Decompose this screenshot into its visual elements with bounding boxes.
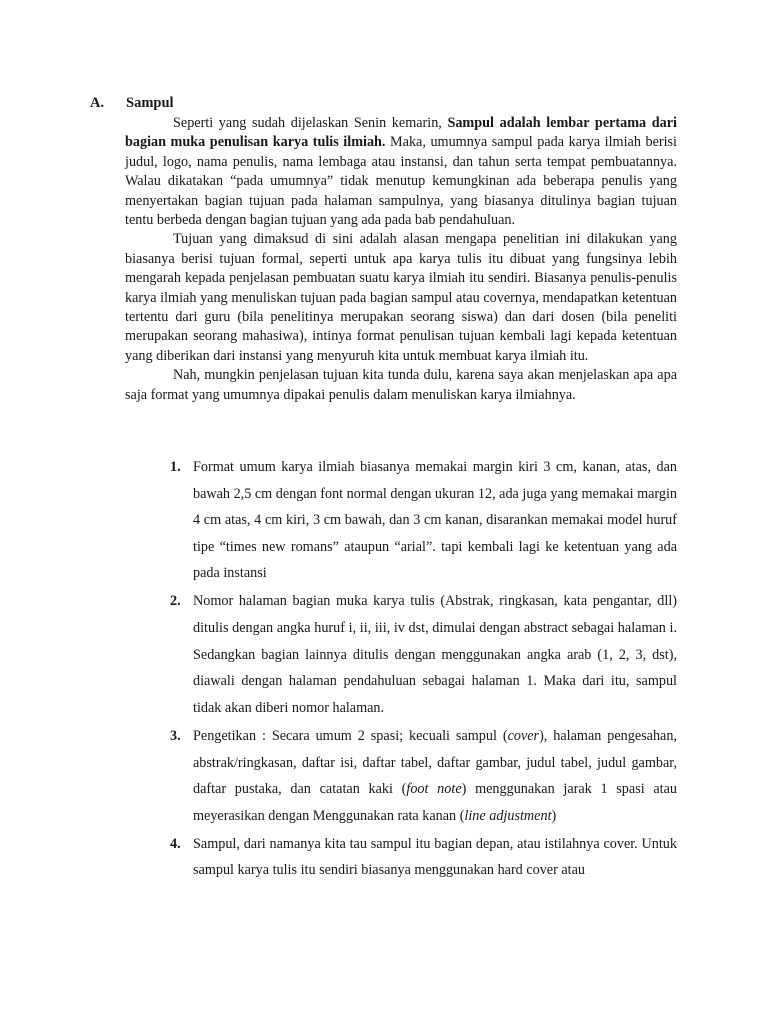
- body-text: [125, 114, 677, 405]
- italic-term: foot note: [406, 781, 462, 798]
- list-item-text: Sampul, dari namanya kita tau sampul itu bagian depan, atau istilahnya cover. Untuk sampul karya tulis itu sendiri biasanya menggunakan hard cover atau: [193, 835, 677, 879]
- paragraph-1-bold: Sampul adalah lembar pertama dari bagian muka penulisan karya tulis ilmiah.: [125, 115, 677, 151]
- paragraph-1-rest: Maka, umumnya sampul pada karya ilmiah berisi judul, logo, nama penulis, nama lembaga atau instansi, dan tahun serta tempat pembuatannya. Walau dikatakan “pada umumnya” tidak menutup kemungkinan ada beberapa penulis yang menyertakan bagian tujuan pada halaman sampulnya, yang biasanya ditulinya bagian tujuan tentu berbeda dengan bagian tujuan yang ada pada bab pendahuluan.: [125, 134, 677, 229]
- italic-term: cover: [507, 727, 540, 744]
- list-item: [170, 454, 677, 587]
- list-item-text-part: ): [551, 807, 557, 824]
- list-item-text-part: Pengetikan : Secara umum 2 spasi; kecuali sampul (: [193, 727, 508, 744]
- list-number: 4.: [170, 835, 181, 852]
- section-letter: A.: [90, 95, 105, 111]
- paragraph-1: [125, 114, 677, 230]
- paragraph-3: Nah, mungkin penjelasan tujuan kita tunda dulu, karena saya akan menjelaskan apa apa saja format yang umumnya dipakai penulis dalam menuliskan karya ilmiahnya.: [125, 367, 677, 403]
- list-number: 3.: [170, 727, 181, 744]
- list-item-text: Format umum karya ilmiah biasanya memakai margin kiri 3 cm, kanan, atas, dan bawah 2,5 cm dengan font normal dengan ukuran 12, ada juga yang memakai margin 4 cm atas, 4 cm kiri, 3 cm bawah, dan 3 cm kanan, disarankan memakai model huruf tipe “times new romans” ataupun “arial”. tapi kembali lagi ke ketentuan yang ada pada instansi: [193, 459, 677, 582]
- list-item-text: Nomor halaman bagian muka karya tulis (Abstrak, ringkasan, kata pengantar, dll) ditulis dengan angka huruf i, ii, iii, iv dst, dimulai dengan abstract sebagai halaman i. Sedangkan bagian lainnya ditulis dengan menggunakan angka arab (1, 2, 3, dst), diawali dengan halaman pendahuluan sebagai halaman 1. Maka dari itu, sampul tidak akan diberi nomor halaman.: [193, 593, 677, 716]
- list-item: [170, 831, 677, 884]
- section-title: Sampul: [126, 95, 174, 111]
- list-item-text: [193, 728, 677, 824]
- list-number: 1.: [170, 459, 181, 475]
- paragraph-2: Tujuan yang dimaksud di sini adalah alasan mengapa penelitian ini dilakukan yang biasanya berisi tujuan formal, seperti untuk apa karya tulis itu dibuat yang fungsinya lebih mengarah kepada penjelasan pembuatan suatu karya ilmiah itu sendiri. Biasanya penulis-penulis karya ilmiah yang menuliskan tujuan pada bagian sampul atau covernya, mendapatkan ketentuan tertentu dari guru (bila penelitinya merupakan seorang siswa) dan dari dosen (bila peneliti merupakan seorang mahasiwa), intinya format penulisan tujuan kembali lagi kepada ketentuan yang diberikan dari instansi yang menyuruh kita untuk membuat karya ilmiah itu.: [125, 231, 677, 364]
- list-item: [170, 588, 677, 721]
- section-heading: [90, 94, 174, 112]
- list-item: [170, 723, 677, 829]
- list-item-text-part: ) menggunakan jarak 1 spasi atau meyerasikan dengan Menggunakan rata kanan (: [193, 781, 678, 824]
- format-list: [170, 454, 677, 886]
- list-number: 2.: [170, 593, 181, 610]
- italic-term: line adjustment: [464, 807, 552, 824]
- list-item-text-part: ), halaman pengesahan, abstrak/ringkasan, daftar isi, daftar tabel, daftar gambar, judul tabel, judul gambar, daftar pustaka, dan catatan kaki (: [193, 727, 677, 798]
- paragraph-1-intro: Seperti yang sudah dijelaskan Senin kemarin,: [173, 115, 448, 131]
